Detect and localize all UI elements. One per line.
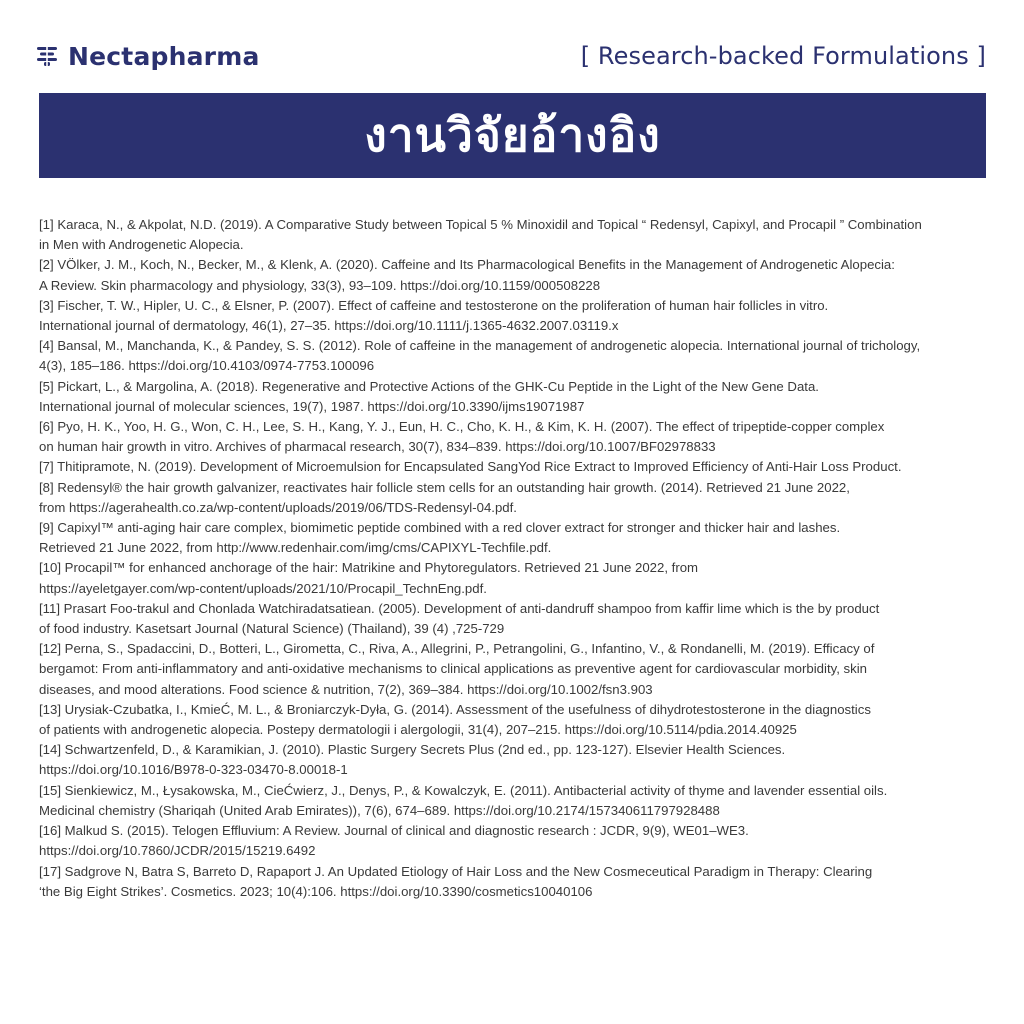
reference-line: ‘the Big Eight Strikes’. Cosmetics. 2023; 10(4):106. https://doi.org/10.3390/cosmetics10040106 [39, 883, 593, 899]
reference-line: [14] Schwartzenfeld, D., & Karamikian, J. (2010). Plastic Surgery Secrets Plus (2nd ed., pp. 123-127). Elsevier Health Sciences. [39, 742, 786, 758]
reference-line: [5] Pickart, L., & Margolina, A. (2018). Regenerative and Protective Actions of the GHK-Cu Peptide in the Light of the New Gene Data. [39, 378, 819, 394]
reference-item-4 [39, 336, 989, 376]
brand [36, 42, 260, 71]
reference-line: of food industry. Kasetsart Journal (Natural Science) (Thailand), 39 (4) ,725-729 [39, 621, 505, 637]
reference-line: International journal of dermatology, 46(1), 27–35. https://doi.org/10.1111/j.1365-4632.2007.03119.x [39, 318, 619, 334]
reference-item-3 [39, 296, 989, 336]
reference-line: [3] Fischer, T. W., Hipler, U. C., & Elsner, P. (2007). Effect of caffeine and testosterone on the proliferation of human hair follicles in vitro. [39, 297, 829, 313]
reference-line: 4(3), 185–186. https://doi.org/10.4103/0974-7753.100096 [39, 358, 375, 374]
reference-line: [2] VÖlker, J. M., Koch, N., Becker, M., & Klenk, A. (2020). Caffeine and Its Pharmacological Benefits in the Management of Androgenetic Alopecia: [39, 257, 895, 273]
reference-line: [16] Malkud S. (2015). Telogen Effluvium: A Review. Journal of clinical and diagnostic research : JCDR, 9(9), WE01–WE3. [39, 823, 749, 839]
reference-item-14 [39, 740, 989, 780]
reference-item-13 [39, 700, 989, 740]
reference-item-11 [39, 599, 989, 639]
reference-item-2 [39, 255, 989, 295]
reference-line: [8] Redensyl® the hair growth galvanizer, reactivates hair follicle stem cells for an outstanding hair growth. (2014). Retrieved 21 June 2022, [39, 479, 850, 495]
reference-item-9 [39, 518, 989, 558]
reference-item-15 [39, 781, 989, 821]
reference-item-1 [39, 215, 989, 255]
reference-line: diseases, and mood alterations. Food science & nutrition, 7(2), 369–384. https://doi.org/10.1002/fsn3.903 [39, 681, 653, 697]
reference-line: https://doi.org/10.1016/B978-0-323-03470-8.00018-1 [39, 762, 348, 778]
page-title: งานวิจัยอ้างอิง [364, 108, 661, 162]
reference-item-17 [39, 862, 989, 902]
reference-line: [1] Karaca, N., & Akpolat, N.D. (2019). A Comparative Study between Topical 5 % Minoxidil and Topical “ Redensyl, Capixyl, and Procapil ” Combination [39, 217, 922, 232]
brand-name: Nectapharma [68, 41, 260, 71]
reference-line: of patients with androgenetic alopecia. Postepy dermatologii i alergologii, 31(4), 207–215. https://doi.org/10.5114/pdia.2014.40925 [39, 722, 797, 738]
reference-line: https://ayeletgayer.com/wp-content/uploads/2021/10/Procapil_TechnEng.pdf. [39, 580, 487, 596]
reference-line: [4] Bansal, M., Manchanda, K., & Pandey, S. S. (2012). Role of caffeine in the management of androgenetic alopecia. International journal of trichology, [39, 338, 921, 354]
reference-line: Retrieved 21 June 2022, from http://www.redenhair.com/img/cms/CAPIXYL-Techfile.pdf. [39, 540, 552, 556]
header [36, 36, 986, 76]
reference-item-8 [39, 478, 989, 518]
reference-line: [11] Prasart Foo-trakul and Chonlada Watchiradatsatiean. (2005). Development of anti-dandruff shampoo from kaffir lime which is the by product [39, 600, 880, 616]
reference-line: [17] Sadgrove N, Batra S, Barreto D, Rapaport J. An Updated Etiology of Hair Loss and the New Cosmeceutical Paradigm in Therapy: Clearing [39, 863, 873, 879]
reference-line: A Review. Skin pharmacology and physiology, 33(3), 93–109. https://doi.org/10.1159/000508228 [39, 277, 601, 293]
reference-line: [7] Thitipramote, N. (2019). Development of Microemulsion for Encapsulated SangYod Rice Extract to Improved Efficiency of Anti-Hair Loss Product. [39, 459, 902, 475]
reference-line: [10] Procapil™ for enhanced anchorage of the hair: Matrikine and Phytoregulators. Retrieved 21 June 2022, from [39, 560, 699, 576]
reference-line: in Men with Androgenetic Alopecia. [39, 237, 244, 253]
reference-item-10 [39, 558, 989, 598]
reference-line: [9] Capixyl™ anti-aging hair care complex, biomimetic peptide combined with a red clover extract for stronger and thicker hair and lashes. [39, 520, 841, 536]
reference-line: bergamot: From anti-inflammatory and anti-oxidative mechanisms to clinical applications as preventive agent for cardiovascular morbidity, skin [39, 661, 867, 677]
title-banner [39, 93, 986, 178]
reference-line: [12] Perna, S., Spadaccini, D., Botteri, L., Girometta, C., Riva, A., Allegrini, P., Petrangolini, G., Infantino, V., & Rondanelli, M. (2019). Efficacy of [39, 641, 875, 657]
reference-item-7 [39, 457, 989, 477]
reference-item-6 [39, 417, 989, 457]
reference-line: [6] Pyo, H. K., Yoo, H. G., Won, C. H., Lee, S. H., Kang, Y. J., Eun, H. C., Cho, K. H., & Kim, K. H. (2007). The effect of tripeptide-copper complex [39, 419, 885, 435]
reference-line: [13] Urysiak-Czubatka, I., KmieĆ, M. L., & Broniarczyk-Dyła, G. (2014). Assessment of the usefulness of dihydrotestosterone in the diagnostics [39, 701, 871, 717]
reference-line: International journal of molecular sciences, 19(7), 1987. https://doi.org/10.3390/ijms19071987 [39, 398, 585, 414]
reference-item-5 [39, 377, 989, 417]
reference-line: Medicinal chemistry (Shariqah (United Arab Emirates)), 7(6), 674–689. https://doi.org/10.2174/157340611797928488 [39, 802, 720, 818]
reference-line: [15] Sienkiewicz, M., Łysakowska, M., CieĆwierz, J., Denys, P., & Kowalczyk, E. (2011). Antibacterial activity of thyme and lavender essential oils. [39, 782, 888, 798]
reference-line: https://doi.org/10.7860/JCDR/2015/15219.6492 [39, 843, 316, 859]
reference-item-16 [39, 821, 989, 861]
tagline: [ Research-backed Formulations ] [580, 42, 986, 70]
reference-list [39, 215, 989, 902]
reference-line: from https://agerahealth.co.za/wp-content/uploads/2019/06/TDS-Redensyl-04.pdf. [39, 499, 517, 515]
reference-item-12 [39, 639, 989, 700]
reference-line: on human hair growth in vitro. Archives of pharmacal research, 30(7), 834–839. https://doi.org/10.1007/BF02978833 [39, 439, 716, 455]
nectapharma-logo-icon [36, 45, 58, 67]
